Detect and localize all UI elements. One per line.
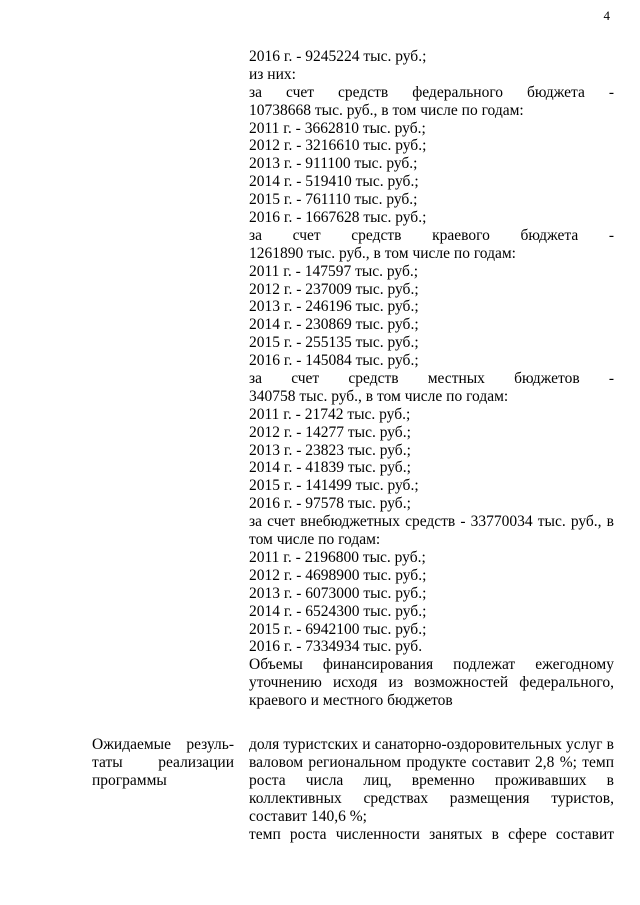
extrabudgetary-year: 2013 г. - 6073000 тыс. руб.; (249, 584, 427, 602)
of-which: из них: (249, 65, 296, 83)
federal-year: 2013 г. - 911100 тыс. руб.; (249, 155, 418, 173)
extrabudgetary-year: 2016 г. - 7334934 тыс. руб. (249, 638, 423, 656)
extrabudgetary-year: 2015 г. - 6942100 тыс. руб.; (249, 620, 427, 638)
results-label-line: Ожидаемые резуль- (92, 736, 234, 753)
funding-block (249, 48, 614, 710)
page-number: 4 (603, 8, 610, 23)
regional-total: 1261890 тыс. руб., в том числе по годам: (249, 244, 516, 262)
local-total: 340758 тыс. руб., в том числе по годам: (249, 387, 509, 405)
regional-year: 2016 г. - 145084 тыс. руб.; (249, 352, 419, 370)
funding-note: Объемы финансирования подлежат ежегодному уточнению исходя из возможностей федерального, краевого и местного бюджетов (249, 656, 614, 710)
regional-year: 2015 г. - 255135 тыс. руб.; (249, 334, 419, 352)
local-year: 2011 г. - 21742 тыс. руб.; (249, 405, 411, 423)
total-2016: 2016 г. - 9245224 тыс. руб.; (249, 48, 427, 65)
regional-year: 2014 г. - 230869 тыс. руб.; (249, 316, 419, 334)
local-year: 2015 г. - 141499 тыс. руб.; (249, 477, 419, 495)
local-heading: за счет средств местных бюджетов - (249, 370, 615, 388)
local-year: 2016 г. - 97578 тыс. руб.; (249, 495, 411, 513)
extrabudgetary-year: 2014 г. - 6524300 тыс. руб.; (249, 602, 427, 620)
federal-year: 2011 г. - 3662810 тыс. руб.; (249, 119, 426, 137)
regional-year: 2013 г. - 246196 тыс. руб.; (249, 298, 419, 316)
federal-year: 2014 г. - 519410 тыс. руб.; (249, 173, 419, 191)
results-label-line: программы (92, 771, 167, 789)
results-label (92, 736, 234, 790)
extrabudgetary-heading: за счет внебюджетных средств - 33770034 тыс. руб., в том числе по годам: (249, 513, 614, 549)
local-year: 2014 г. - 41839 тыс. руб.; (249, 459, 411, 477)
federal-year: 2016 г. - 1667628 тыс. руб.; (249, 209, 427, 227)
results-label-line: таты реализации (92, 753, 234, 771)
extrabudgetary-year: 2011 г. - 2196800 тыс. руб.; (249, 548, 426, 566)
extrabudgetary-year: 2012 г. - 4698900 тыс. руб.; (249, 566, 427, 584)
results-text: доля туристских и санаторно-оздоровительных услуг в валовом региональном продукте составит 2,8 %; темп роста числа лиц, временно проживавших в коллективных средствах размещения туристов, составит 140,6 %; (249, 736, 614, 825)
regional-year: 2012 г. - 237009 тыс. руб.; (249, 280, 419, 298)
federal-heading: за счет средств федерального бюджета - (249, 83, 615, 101)
regional-heading: за счет средств краевого бюджета - (249, 226, 615, 244)
regional-year: 2011 г. - 147597 тыс. руб.; (249, 262, 419, 280)
local-year: 2013 г. - 23823 тыс. руб.; (249, 441, 411, 459)
local-year: 2012 г. - 14277 тыс. руб.; (249, 423, 411, 441)
federal-year: 2015 г. - 761110 тыс. руб.; (249, 191, 418, 209)
results-block (249, 736, 614, 843)
federal-year: 2012 г. - 3216610 тыс. руб.; (249, 137, 427, 155)
results-last-line: темп роста численности занятых в сфере составит (249, 825, 615, 843)
federal-total: 10738668 тыс. руб., в том числе по годам: (249, 101, 524, 119)
